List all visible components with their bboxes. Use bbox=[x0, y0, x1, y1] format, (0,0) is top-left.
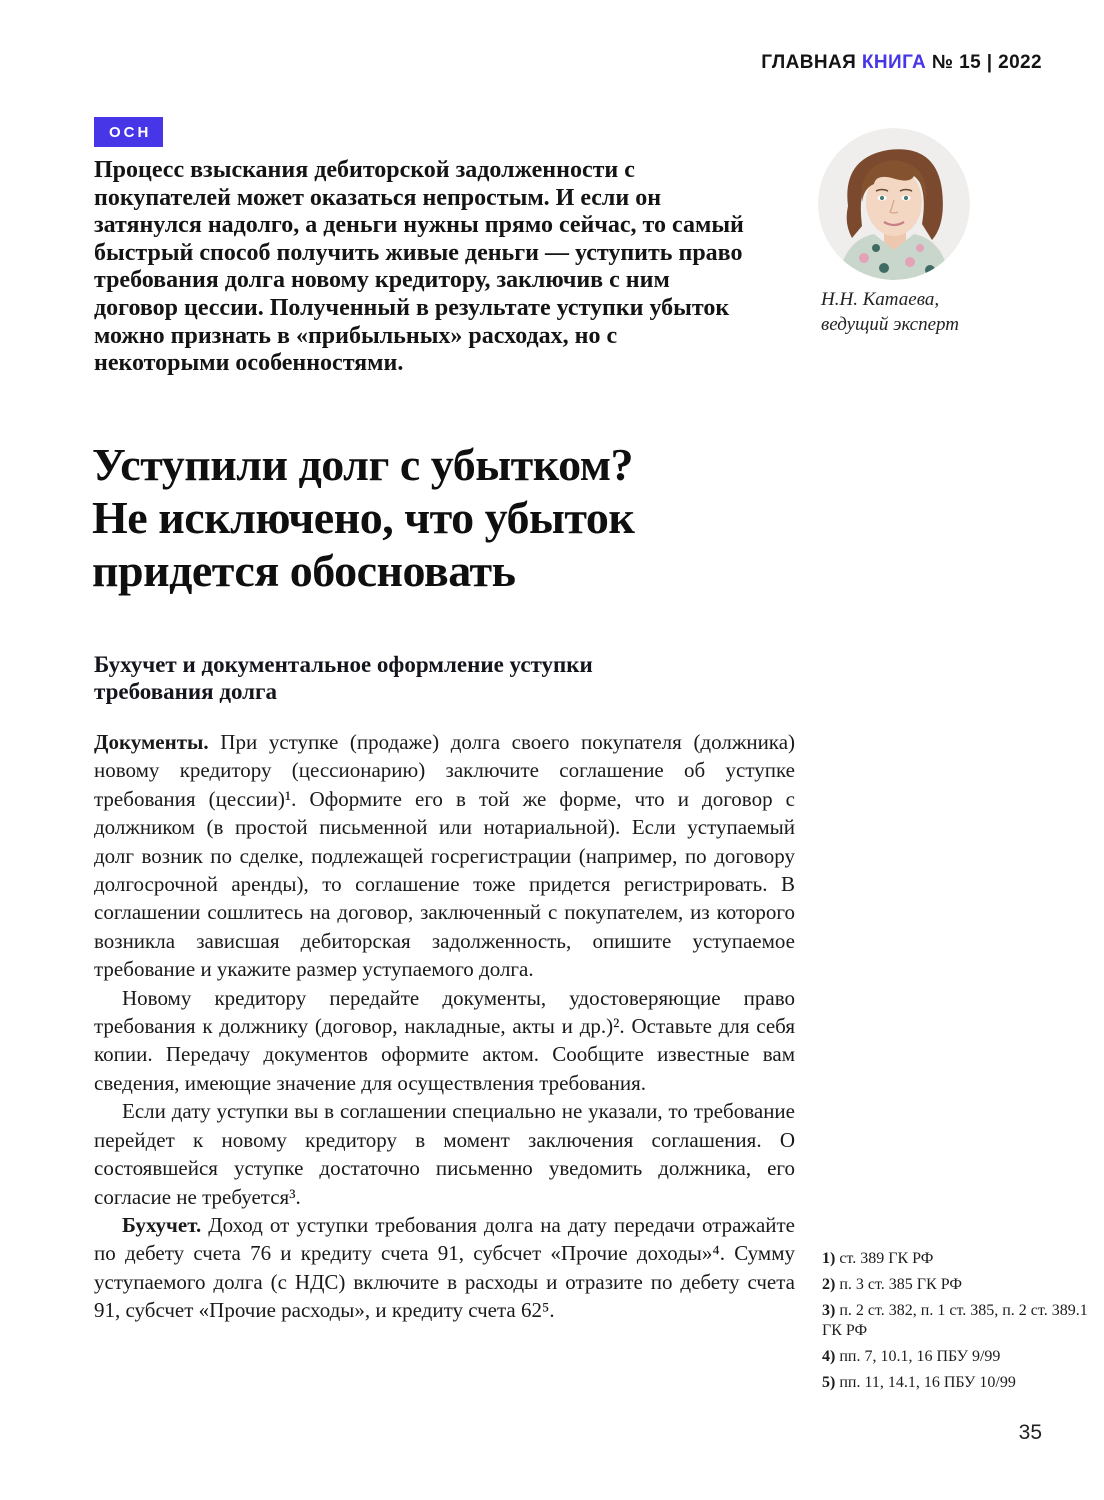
section-heading-line-1: Бухучет и документальное оформление уступки bbox=[94, 652, 593, 677]
paragraph bbox=[94, 984, 795, 1098]
footnote-1 bbox=[822, 1249, 1098, 1269]
footnote-text: п. 2 ст. 382, п. 1 ст. 385, п. 2 ст. 389.1 ГК РФ bbox=[822, 1302, 1088, 1339]
footnote-number: 1) bbox=[822, 1250, 836, 1267]
article-intro: Процесс взыскания дебиторской задолженности с покупателей может оказаться непростым. И если он затянулся надолго, а деньги нужны прямо сейчас, то самый быстрый способ получить живые деньги — уступить право требования долга новому кредитору, заключив с ним договор цессии. Полученный в результате уступки убыток можно признать в «прибыльных» расходах, но с некоторыми особенностями. bbox=[94, 157, 744, 377]
footnote-2 bbox=[822, 1275, 1098, 1295]
article-headline bbox=[92, 438, 852, 597]
section-heading-line-2: требования долга bbox=[94, 679, 278, 704]
footnote-number: 2) bbox=[822, 1276, 836, 1293]
paragraph-text: При уступке (продаже) долга своего покупателя (должника) новому кредитору (цессионарию) заключите соглашение об уступке требования (цессии)¹. Оформите его в той же форме, что и договор с должником (в простой письменной или нотариальной). Если уступаемый долг возник по сделке, подлежащей госрегистрации (например, по договору долгосрочной аренды), то соглашение тоже придется регистрировать. В соглашении сошлитесь на договор, заключенный с покупателем, из которого возникла зависшая дебиторская задолженность, опишите уступаемое требование и укажите размер уступаемого долга. bbox=[94, 730, 796, 982]
footnote-5 bbox=[822, 1373, 1098, 1393]
footnote-text: пп. 7, 10.1, 16 ПБУ 9/99 bbox=[839, 1348, 1001, 1365]
magazine-title-part1: ГЛАВНАЯ bbox=[761, 52, 857, 73]
author-name: Н.Н. Катаева, bbox=[821, 289, 940, 310]
footnote-number: 4) bbox=[822, 1348, 836, 1365]
author-portrait-illustration bbox=[818, 128, 970, 280]
footnotes bbox=[822, 1249, 1098, 1399]
magazine-issue: № 15 | 2022 bbox=[931, 52, 1042, 73]
paragraph-text: Доход от уступки требования долга на дату передачи отражайте по дебету счета 76 и кредиту счета 91, субсчет «Прочие доходы»⁴. Сумму уступаемого долга (с НДС) включите в расходы и отразите по дебету счета 91, субсчет «Прочие расходы», и кредиту счета 62⁵. bbox=[94, 1212, 795, 1323]
headline-line-1: Уступили долг с убытком? bbox=[92, 439, 634, 490]
paragraph-lead: Документы. bbox=[94, 730, 209, 754]
tax-regime-badge: ОСН bbox=[94, 117, 163, 147]
paragraph-documents bbox=[94, 728, 795, 984]
headline-line-2: Не исключено, что убыток bbox=[92, 492, 635, 543]
footnote-text: пп. 11, 14.1, 16 ПБУ 10/99 bbox=[839, 1374, 1016, 1391]
paragraph-accounting bbox=[94, 1211, 795, 1325]
footnote-number: 3) bbox=[822, 1302, 836, 1319]
paragraph-text: Если дату уступки вы в соглашении специально не указали, то требование перейдет к новому кредитору в момент заключения соглашения. О состоявшейся уступке достаточно письменно уведомить должника, его согласие не требуется³. bbox=[94, 1099, 795, 1209]
footnote-4 bbox=[822, 1347, 1098, 1367]
footnote-number: 5) bbox=[822, 1374, 836, 1391]
footnote-text: ст. 389 ГК РФ bbox=[839, 1250, 934, 1267]
magazine-running-head bbox=[761, 52, 1042, 74]
footnote-text: п. 3 ст. 385 ГК РФ bbox=[839, 1276, 962, 1293]
paragraph bbox=[94, 1097, 795, 1211]
article-body bbox=[94, 728, 795, 1325]
author-role: ведущий эксперт bbox=[821, 314, 959, 335]
author-caption bbox=[821, 287, 959, 337]
footnote-3 bbox=[822, 1301, 1098, 1341]
magazine-title-part2: КНИГА bbox=[861, 52, 927, 73]
page-number: 35 bbox=[1018, 1421, 1042, 1444]
section-heading bbox=[94, 651, 804, 705]
author-photo bbox=[818, 128, 970, 280]
paragraph-text: Новому кредитору передайте документы, удостоверяющие право требования к должнику (договор, накладные, акты и др.)². Оставьте для себя копии. Передачу документов оформите актом. Сообщите известные вам сведения, имеющие значение для осуществления требования. bbox=[94, 985, 795, 1095]
paragraph-lead: Бухучет. bbox=[122, 1212, 202, 1237]
headline-line-3: придется обосновать bbox=[92, 545, 516, 596]
